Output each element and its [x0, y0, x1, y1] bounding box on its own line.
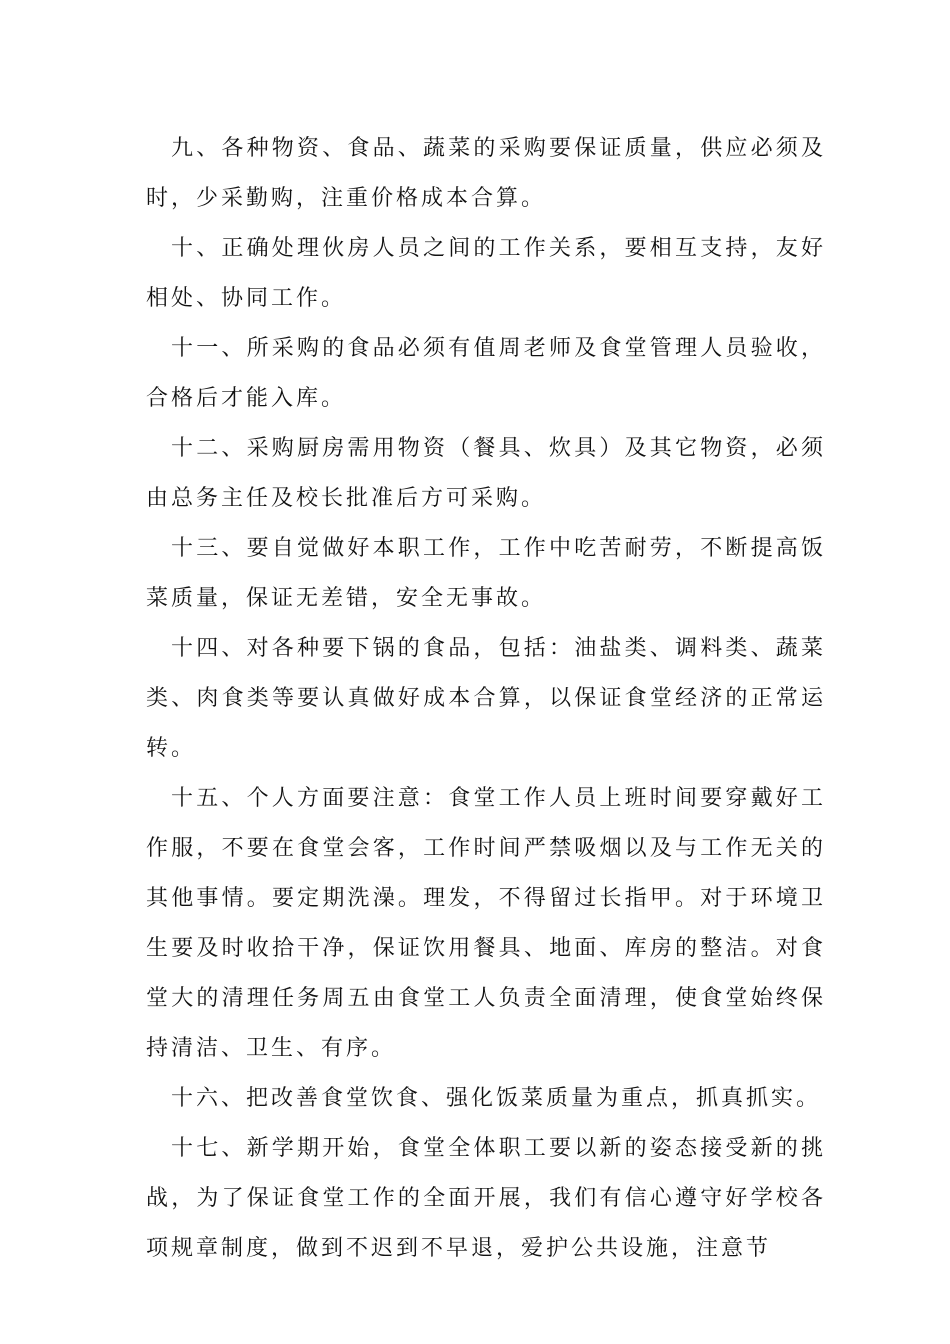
paragraph-item-10: 十、正确处理伙房人员之间的工作关系，要相互支持，友好相处、协同工作。 — [146, 236, 826, 311]
paragraph-item-9: 九、各种物资、食品、蔬菜的采购要保证质量，供应必须及时，少采勤购，注重价格成本合算。 — [146, 136, 826, 211]
paragraph-item-14: 十四、对各种要下锅的食品，包括：油盐类、调料类、蔬菜类、肉食类等要认真做好成本合算，以保证食堂经济的正常运转。 — [146, 636, 826, 761]
paragraph-item-12: 十二、采购厨房需用物资（餐具、炊具）及其它物资，必须由总务主任及校长批准后方可采购。 — [146, 436, 826, 511]
paragraph-item-17: 十七、新学期开始，食堂全体职工要以新的姿态接受新的挑战，为了保证食堂工作的全面开展，我们有信心遵守好学校各项规章制度，做到不迟到不早退，爱护公共设施，注意节 — [146, 1136, 826, 1261]
paragraph-item-13: 十三、要自觉做好本职工作，工作中吃苦耐劳，不断提高饭菜质量，保证无差错，安全无事故。 — [146, 536, 826, 611]
document-body — [146, 124, 826, 1274]
paragraph-item-16: 十六、把改善食堂饮食、强化饭菜质量为重点，抓真抓实。 — [171, 1086, 822, 1111]
paragraph-item-11: 十一、所采购的食品必须有值周老师及食堂管理人员验收，合格后才能入库。 — [146, 336, 826, 411]
paragraph-item-15: 十五、个人方面要注意：食堂工作人员上班时间要穿戴好工作服，不要在食堂会客，工作时间严禁吸烟以及与工作无关的其他事情。要定期洗澡。理发，不得留过长指甲。对于环境卫生要及时收拾干净，保证饮用餐具、地面、库房的整洁。对食堂大的清理任务周五由食堂工人负责全面清理，使食堂始终保持清洁、卫生、有序。 — [146, 786, 826, 1061]
